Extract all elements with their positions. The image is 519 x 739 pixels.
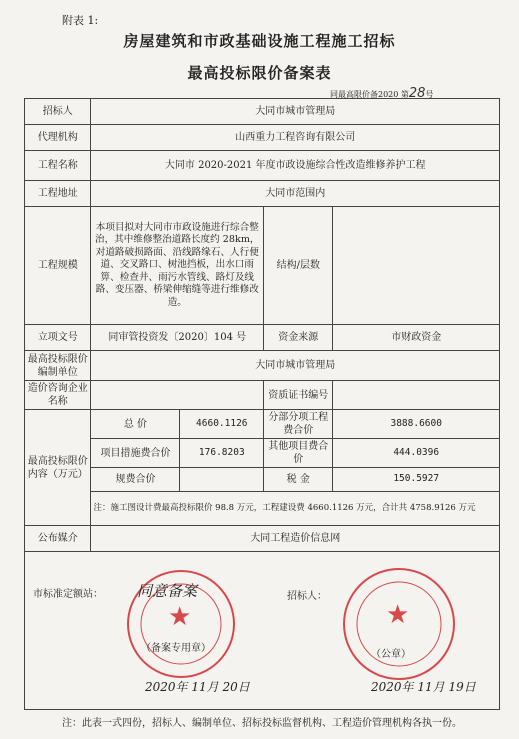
filing-table	[24, 98, 500, 710]
filing-seal-star-icon: ★	[168, 602, 192, 632]
total-value: 4660.1126	[180, 410, 264, 439]
limit-label: 最高投标限价内容（万元）	[25, 410, 91, 526]
media-label: 公布媒介	[25, 526, 91, 552]
scale-description: 本项目拟对大同市市政设施进行综合整治，其中维修整治道路长度约 28km，对道路破损路面、沿线路缘石、人行便道、交叉路口、树池挡板，出水口雨箅、检查井、雨污水管线、路灯及线路、变压器、桥梁伸缩缝等进行维修改造。	[91, 207, 264, 325]
footer-note: 注：此表一式四份，招标人、编制单位、招标投标监督机构、工程造价管理机构各执一份。	[62, 718, 462, 729]
agency-label: 代理机构	[25, 125, 91, 151]
filing-seal-caption: （备案专用章）	[141, 643, 211, 654]
project-address-value: 大同市范围内	[91, 181, 500, 207]
project-address-label: 工程地址	[25, 181, 91, 207]
compiler-label: 最高投标限价编制单位	[25, 351, 91, 381]
structure-label: 结构/层数	[264, 207, 333, 325]
project-name-value: 大同市 2020-2021 年度市政设施综合性改造维修养护工程	[91, 151, 500, 181]
fund-source-label: 资金来源	[264, 325, 333, 351]
structure-value	[333, 207, 500, 325]
left-date: 2020年 11月 20日	[145, 680, 250, 694]
media-value: 大同工程造价信息网	[91, 526, 500, 552]
project-name-label: 工程名称	[25, 151, 91, 181]
title-line-2: 最高投标限价备案表	[187, 64, 332, 82]
left-signature-label: 市标准定额站：	[33, 589, 103, 600]
other-value: 444.0396	[333, 439, 500, 468]
official-seal-star-icon: ★	[386, 600, 410, 630]
cert-label: 资质证书编号	[264, 381, 333, 410]
filing-suffix: 号	[425, 90, 434, 99]
subitem-label: 分部分项工程费合价	[264, 410, 333, 439]
cost-note: 注：施工图设计费最高投标限价 98.8 万元，工程建设费 4660.1126 万元，合计共 4758.9126 万元	[91, 492, 500, 526]
fee-label: 规费合价	[91, 468, 180, 492]
filing-number-handwritten: 28	[408, 86, 426, 101]
signature-area	[25, 552, 500, 710]
tenderer-label: 招标人	[25, 99, 91, 125]
consult-label: 造价咨询企业名称	[25, 381, 91, 410]
right-signature-label: 招标人：	[287, 591, 327, 602]
fee-value	[180, 468, 264, 492]
total-label: 总 价	[91, 410, 180, 439]
title-line-1: 房屋建筑和市政基础设施工程施工招标	[123, 32, 396, 50]
tenderer-value: 大同市城市管理局	[91, 99, 500, 125]
tax-value: 150.5927	[333, 468, 500, 492]
official-seal-caption: （公章）	[371, 649, 411, 660]
scale-label: 工程规模	[25, 207, 91, 325]
approval-label: 立项文号	[25, 325, 91, 351]
other-label: 其他项目费合价	[264, 439, 333, 468]
cert-value	[333, 381, 500, 410]
approval-handwriting: 同意备案	[137, 582, 198, 600]
fund-source-value: 市财政资金	[333, 325, 500, 351]
agency-value: 山西重力工程咨询有限公司	[91, 125, 500, 151]
official-seal	[343, 568, 455, 680]
filing-prefix: 同最高限价备2020 第	[330, 90, 409, 99]
subitem-value: 3888.6600	[333, 410, 500, 439]
compiler-value: 大同市城市管理局	[91, 351, 500, 381]
tax-label: 税 金	[264, 468, 333, 492]
measure-value: 176.8203	[180, 439, 264, 468]
measure-label: 项目措施费合价	[91, 439, 180, 468]
right-date: 2020年 11月 19日	[371, 680, 476, 694]
consult-value	[91, 381, 264, 410]
approval-value: 同审管投资发〔2020〕104 号	[91, 325, 264, 351]
appendix-label: 附表 1:	[62, 14, 99, 27]
